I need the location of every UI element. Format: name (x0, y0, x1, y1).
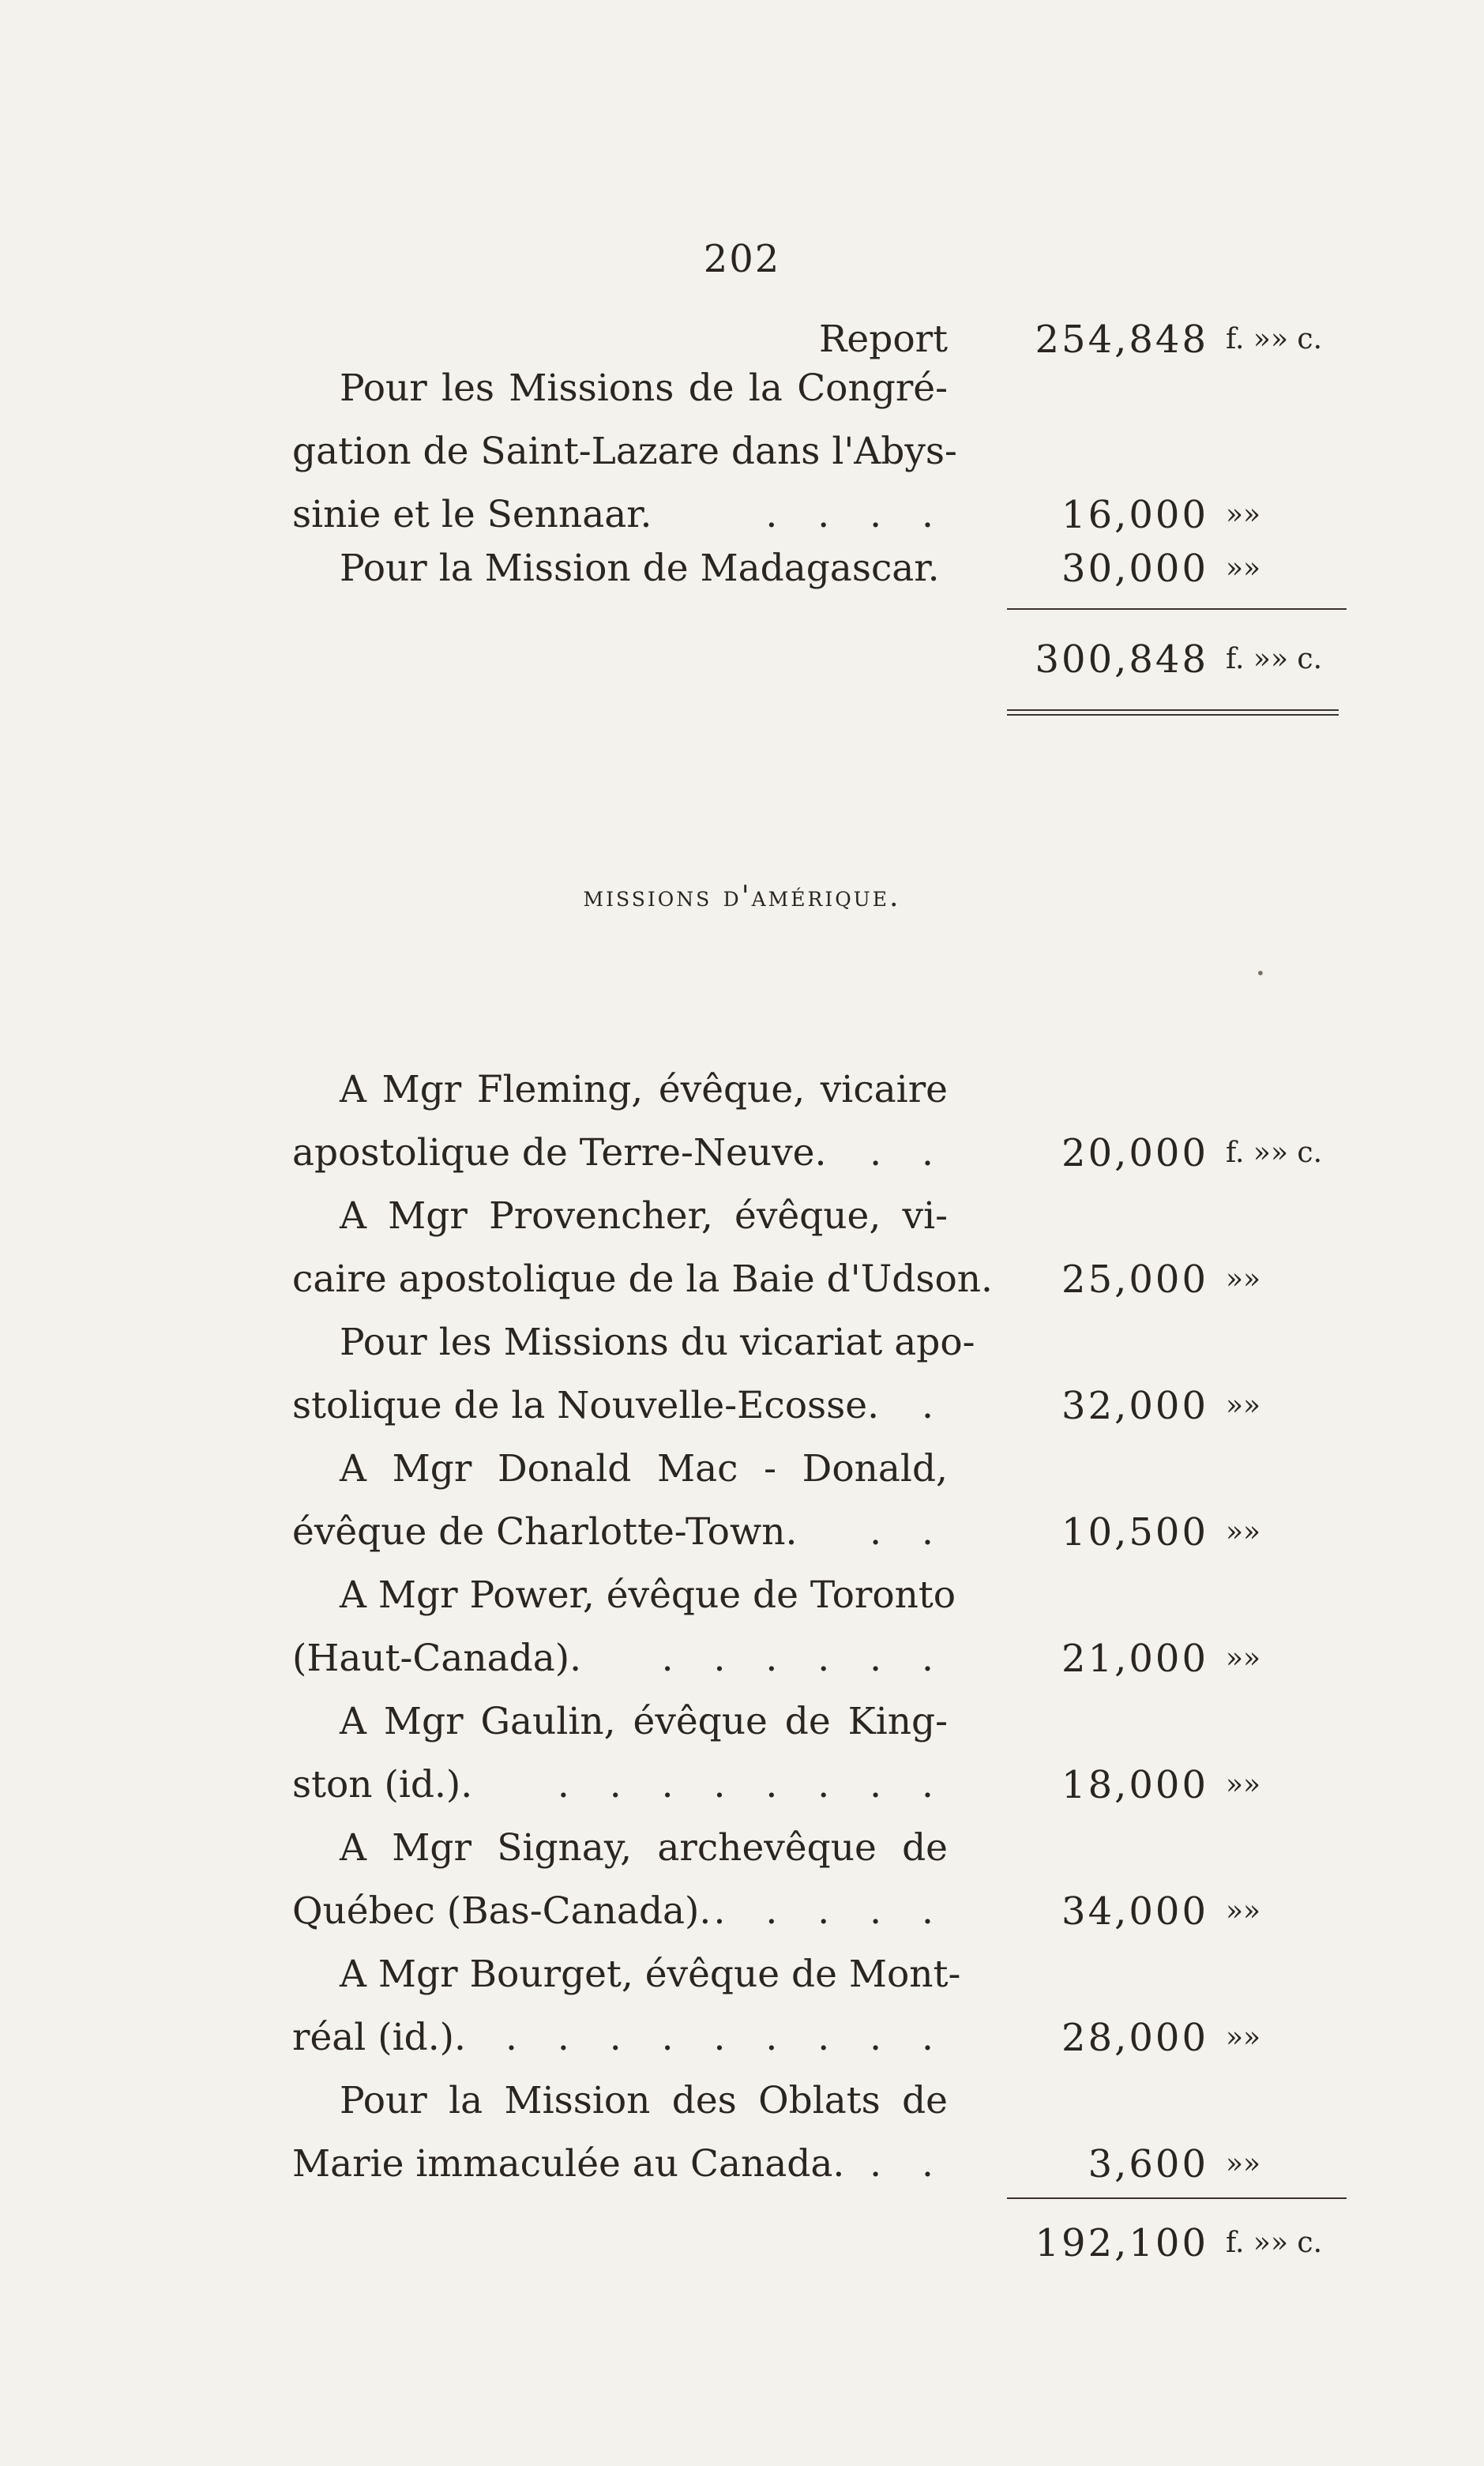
report-suffix: f. »» c. (1226, 323, 1323, 355)
entry-amount: 25,000 (1061, 1257, 1208, 1302)
entry-amount: 34,000 (1061, 1889, 1208, 1934)
entry-description (292, 537, 948, 600)
entry-last-line (292, 1880, 948, 1943)
page-number: 202 (703, 237, 781, 281)
entry-amount: 20,000 (1061, 1131, 1208, 1175)
sum-rule (1007, 608, 1347, 610)
entry-line: gation de Saint-Lazare dans l'Abys- (292, 430, 957, 473)
double-rule (1007, 709, 1339, 716)
leader-dots: . . . . (765, 493, 948, 536)
entry-last-text: stolique de la Nouvelle-Ecosse. (292, 1384, 880, 1427)
leader-dots: . . (870, 1510, 948, 1554)
total-suffix: f. »» c. (1226, 2227, 1323, 2259)
entry-amount: 10,500 (1061, 1510, 1208, 1554)
entry-last-text: évêque de Charlotte-Town. (292, 1510, 798, 1554)
entry-amount: 32,000 (1061, 1384, 1208, 1428)
entry-amount: 3,600 (1088, 2142, 1208, 2186)
entry-description (292, 1185, 993, 1311)
entry-amount: 16,000 (1061, 493, 1208, 537)
entry-suffix: »» (1226, 1769, 1261, 1801)
entry-suffix: »» (1226, 552, 1261, 585)
entry-description (292, 1311, 975, 1438)
entry-line: A Mgr Provencher, évêque, vi- (340, 1194, 948, 1238)
entry-suffix: »» (1226, 1389, 1261, 1422)
entry-last-line (292, 2006, 948, 2069)
leader-dots: . . (870, 2142, 948, 2186)
entry-amount: 30,000 (1061, 547, 1208, 591)
entry-last-line (292, 1754, 948, 1817)
entry-last-text: (Haut-Canada). (292, 1637, 582, 1680)
entry-description (292, 1058, 948, 1185)
total-suffix: f. »» c. (1226, 643, 1323, 675)
entry-last-text: Marie immaculée au Canada. (292, 2142, 845, 2186)
report-label: Report (819, 318, 948, 361)
entry-last-line (292, 1248, 993, 1311)
entry-last-text: Pour la Mission de Madagascar. (340, 547, 940, 590)
entry-line: Pour les Missions de la Congré- (340, 367, 948, 410)
entry-last-line (292, 2133, 948, 2196)
entry-line: A Mgr Bourget, évêque de Mont- (340, 1953, 961, 1996)
leader-dots: . . (870, 1131, 948, 1175)
entry-last-text: réal (id.). (292, 2016, 466, 2059)
entry-line: A Mgr Power, évêque de Toronto (340, 1573, 956, 1617)
entry-amount: 18,000 (1061, 1763, 1208, 1807)
entry-suffix: »» (1226, 1263, 1261, 1295)
entry-suffix: »» (1226, 2148, 1261, 2180)
entry-suffix: »» (1226, 2021, 1261, 2054)
leader-dots: . . . . . (713, 1889, 948, 1933)
entry-last-text: Québec (Bas-Canada). (292, 1889, 712, 1933)
sum-rule (1007, 2197, 1347, 2199)
entry-suffix: »» (1226, 498, 1261, 531)
entry-description (292, 1564, 956, 1690)
entry-description (292, 1943, 961, 2069)
entry-amount: 21,000 (1061, 1637, 1208, 1681)
total-amount: 192,100 (1035, 2221, 1208, 2265)
entry-description (292, 2069, 948, 2196)
entry-description (292, 1690, 948, 1817)
report-amount: 254,848 (1035, 318, 1208, 362)
entry-last-line (292, 1374, 948, 1438)
total-amount: 300,848 (1035, 637, 1208, 682)
entry-suffix: »» (1226, 1516, 1261, 1548)
leader-dots: . (922, 1384, 948, 1427)
entry-amount: 28,000 (1061, 2016, 1208, 2060)
entry-description (292, 357, 957, 547)
entry-last-text: caire apostolique de la Baie d'Udson. (292, 1257, 993, 1301)
entry-line: Pour la Mission des Oblats de (340, 2079, 948, 2122)
entry-description (292, 1438, 948, 1564)
entry-last-text: sinie et le Sennaar. (292, 493, 652, 536)
entry-line: A Mgr Signay, archevêque de (340, 1826, 948, 1870)
leader-dots: . . . . . . . . . (505, 2016, 948, 2059)
leader-dots: . . . . . . (661, 1637, 948, 1680)
entry-description (292, 1817, 948, 1943)
entry-suffix: »» (1226, 1642, 1261, 1675)
entry-suffix: »» (1226, 1895, 1261, 1927)
ink-speck: • (1256, 964, 1265, 983)
entry-last-line (292, 1627, 948, 1690)
entry-last-text: ston (id.). (292, 1763, 473, 1806)
entry-suffix: f. »» c. (1226, 1137, 1323, 1169)
entry-line: A Mgr Donald Mac - Donald, (340, 1447, 948, 1491)
section-heading: missions d'amérique. (583, 881, 901, 913)
entry-last-line (292, 1122, 948, 1185)
entry-last-line (292, 1501, 948, 1564)
entry-line: A Mgr Fleming, évêque, vicaire (340, 1068, 948, 1111)
entry-line: A Mgr Gaulin, évêque de King- (340, 1700, 948, 1743)
entry-line: Pour les Missions du vicariat apo- (340, 1321, 975, 1364)
leader-dots: . . . . . . . . (557, 1763, 948, 1806)
entry-last-text: apostolique de Terre-Neuve. (292, 1131, 827, 1175)
